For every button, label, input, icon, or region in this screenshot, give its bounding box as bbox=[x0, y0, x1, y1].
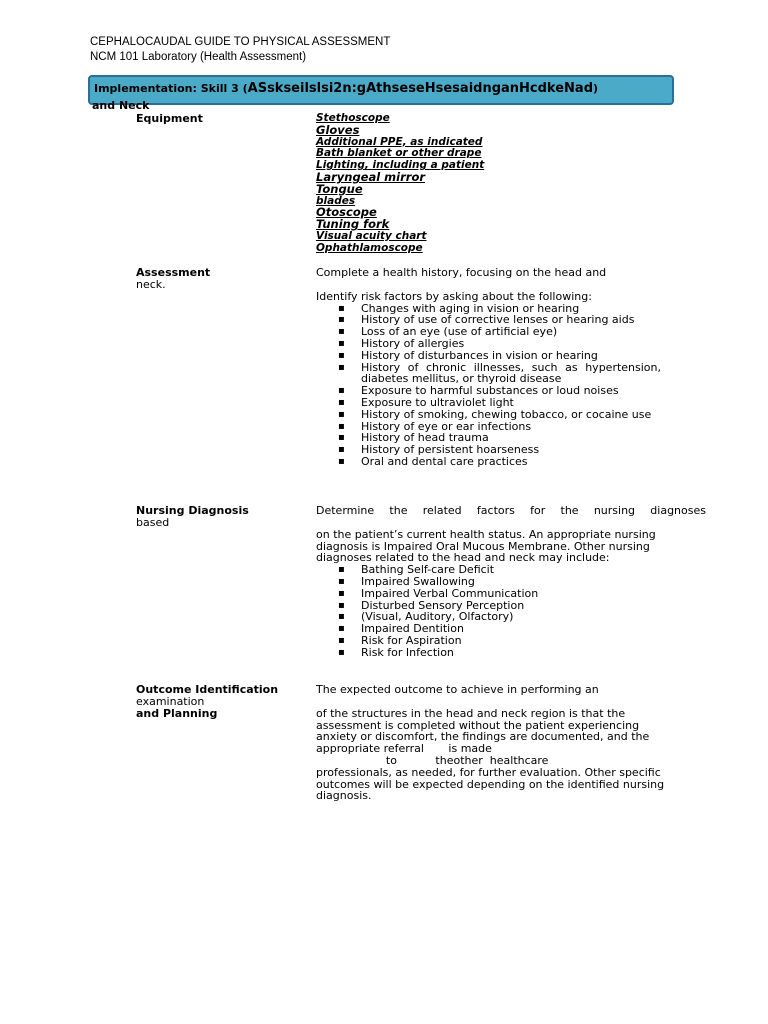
equipment-item: Laryngeal mirror bbox=[316, 169, 426, 184]
nursing-diagnosis-label: Nursing Diagnosis based bbox=[136, 504, 249, 529]
nursing-diagnosis-line1: Determine the related factors for the nursing diagnoses bbox=[316, 504, 706, 517]
equipment-label: Equipment bbox=[136, 112, 203, 125]
nursing-diagnoses-list bbox=[316, 564, 706, 658]
banner-prefix: Implementation bbox=[94, 82, 193, 95]
equipment-item: Visual acuity chart bbox=[316, 229, 427, 242]
list-item: ▪ Loss of an eye (use of artificial eye) bbox=[316, 326, 706, 338]
assessment-label: Assessment neck. bbox=[136, 266, 211, 291]
list-item: ▪ Exposure to ultraviolet light bbox=[316, 397, 706, 409]
banner-heading: Implementation: Skill 3 (ASskseilslsi2n:gAthseseHsesaidnganHcdkeNad) bbox=[94, 81, 599, 96]
list-item: ▪ History of eye or ear infections bbox=[316, 421, 706, 433]
equipment-item: Tuning fork bbox=[316, 217, 390, 232]
banner-title: ASskseilslsi2n:gAthseseHsesaidnganHcdkeNad bbox=[247, 81, 594, 96]
banner-tail: and Neck bbox=[92, 99, 150, 112]
risk-factors-list bbox=[316, 303, 706, 468]
document-header-title: CEPHALOCAUDAL GUIDE TO PHYSICAL ASSESSMENT bbox=[90, 36, 391, 48]
equipment-item: Ophathlamoscope bbox=[316, 241, 423, 254]
list-item: ▪ Disturbed Sensory Perception bbox=[316, 600, 706, 612]
list-item: ▪ Bathing Self-care Deficit bbox=[316, 564, 706, 576]
equipment-item: Bath blanket or other drape bbox=[316, 147, 482, 160]
equipment-item: Otoscope bbox=[316, 205, 377, 220]
outcome-para-b: to theother healthcare bbox=[316, 753, 549, 767]
nursing-diagnosis-label-cont: based bbox=[136, 516, 170, 529]
list-item: ▪ (Visual, Auditory, Olfactory) bbox=[316, 611, 706, 623]
list-item: ▪ Impaired Verbal Communication bbox=[316, 588, 706, 600]
document-header-course: NCM 101 Laboratory (Health Assessment) bbox=[90, 51, 307, 63]
equipment-list bbox=[316, 113, 484, 255]
list-item: ▪ History of disturbances in vision or hearing bbox=[316, 350, 706, 362]
list-item: ▪ History of smoking, chewing tobacco, or cocaine use bbox=[316, 409, 686, 421]
outcome-label-mid: examination bbox=[136, 695, 205, 708]
assessment-content bbox=[316, 267, 706, 468]
banner-skill: : Skill 3 ( bbox=[192, 82, 248, 95]
equipment-item: Additional PPE, as indicated bbox=[316, 135, 483, 148]
nursing-diagnosis-content bbox=[316, 505, 706, 659]
list-item: ▪ Changes with aging in vision or hearing bbox=[316, 303, 706, 315]
list-item: ▪ Risk for Infection bbox=[316, 647, 706, 659]
risk-factors-intro: Identify risk factors by asking about the following: bbox=[316, 289, 592, 303]
outcome-line1: The expected outcome to achieve in performing an bbox=[316, 683, 599, 696]
section-banner bbox=[88, 75, 674, 112]
list-item: ▪ History of allergies bbox=[316, 338, 706, 350]
list-item: ▪ Impaired Swallowing bbox=[316, 576, 706, 588]
list-item: ▪ History of head trauma bbox=[316, 432, 706, 444]
outcome-label: Outcome Identification examination and Planning bbox=[136, 683, 279, 720]
nursing-diagnosis-para: on the patient’s current health status. An appropriate nursing diagnosis is Impaired Oral Mucous Membrane. Other nursing diagnoses related to the head and neck may include: bbox=[316, 527, 656, 565]
equipment-item: blades bbox=[316, 194, 356, 207]
list-item: ▪ History of use of corrective lenses or hearing aids bbox=[316, 314, 706, 326]
list-item: ▪ Exposure to harmful substances or loud noises bbox=[316, 385, 706, 397]
assessment-intro: Complete a health history, focusing on the head and bbox=[316, 266, 607, 279]
list-item: ▪ Impaired Dentition bbox=[316, 623, 706, 635]
list-item: ▪ Oral and dental care practices bbox=[316, 456, 706, 468]
equipment-item: Stethoscope bbox=[316, 112, 390, 124]
assessment-label-cont: neck. bbox=[136, 278, 166, 291]
equipment-item: Lighting, including a patient bbox=[316, 159, 485, 172]
list-item: ▪ History of persistent hoarseness bbox=[316, 444, 706, 456]
list-item: ▪ Risk for Aspiration bbox=[316, 635, 706, 647]
equipment-item: Tongue bbox=[316, 181, 363, 196]
equipment-item: Gloves bbox=[316, 122, 360, 137]
list-item: ▪ History of chronic illnesses, such as hypertension, diabetes mellitus, or thyroid disease bbox=[316, 362, 661, 386]
outcome-para-c: professionals, as needed, for further evaluation. Other specific outcomes will be expected depending on the identified nursing diagnosis. bbox=[316, 765, 665, 803]
outcome-content bbox=[316, 684, 706, 802]
outcome-para-a: of the structures in the head and neck region is that the assessment is completed without the patient experiencing anxiety or discomfort, the findings are documented, and the appropriate referral is made bbox=[316, 706, 650, 756]
